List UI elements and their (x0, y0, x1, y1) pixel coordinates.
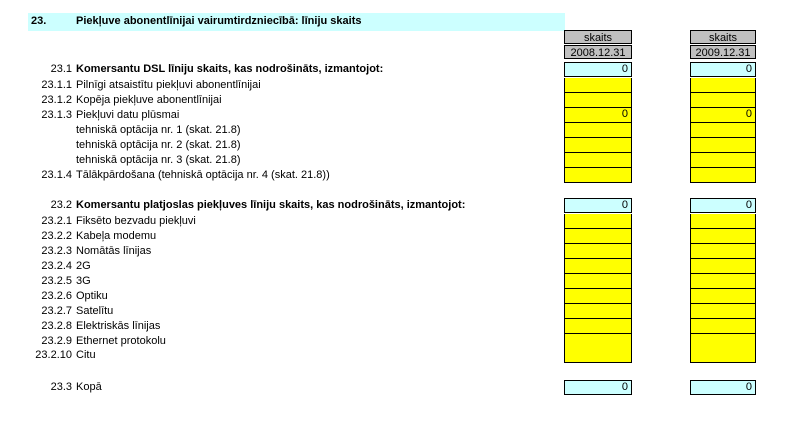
row-label: Tālākpārdošana (tehniskā optācija nr. 4 (skat. 21.8)) (76, 169, 330, 181)
section-number: 23. (31, 15, 47, 27)
value-cell-col2[interactable] (690, 244, 756, 259)
value-cell-col2[interactable]: 0 (690, 198, 756, 213)
value-cell-col1[interactable]: 0 (564, 108, 632, 123)
value-cell-col1[interactable] (564, 304, 632, 319)
value-cell-col1[interactable] (564, 123, 632, 138)
row-label: Fiksēto bezvadu piekļuvi (76, 215, 196, 227)
row-number: 23.2.5 (41, 275, 72, 287)
row-number: 23.1.4 (41, 169, 72, 181)
value-cell-col2[interactable] (690, 93, 756, 108)
value-cell-col1[interactable] (564, 319, 632, 334)
row-number: 23.1.1 (41, 79, 72, 91)
column-header-2: skaits (690, 30, 756, 44)
column-date-2: 2009.12.31 (690, 45, 756, 59)
row-label: Nomātās līnijas (76, 245, 152, 257)
row-number: 23.2.2 (41, 230, 72, 242)
row-number: 23.2.10 (35, 349, 72, 361)
row-number: 23.2.3 (41, 245, 72, 257)
row-label: Elektriskās līnijas (76, 320, 161, 332)
row-number: 23.1.3 (41, 109, 72, 121)
row-number: 23.2 (50, 199, 72, 211)
value-cell-col2[interactable] (690, 214, 756, 229)
row-label: 2G (76, 260, 91, 272)
value-cell-col1[interactable] (564, 259, 632, 274)
row-label: Ethernet protokolu (76, 335, 166, 347)
row-number: 23.2.6 (41, 290, 72, 302)
row-number: 23.2.4 (41, 260, 72, 272)
value-cell-col2[interactable]: 0 (690, 62, 756, 77)
row-number: 23.3 (50, 381, 72, 393)
value-cell-col2[interactable] (690, 319, 756, 334)
row-label: tehniskā optācija nr. 2 (skat. 21.8) (76, 139, 241, 151)
value-cell-col2[interactable] (690, 123, 756, 138)
row-number: 23.2.8 (41, 320, 72, 332)
value-cell-col1[interactable]: 0 (564, 62, 632, 77)
row-label: 3G (76, 275, 91, 287)
row-label: Kopēja piekļuve abonentlīnijai (76, 94, 222, 106)
value-cell-col2[interactable] (690, 304, 756, 319)
value-cell-col1[interactable] (564, 93, 632, 108)
value-cell-col1[interactable] (564, 289, 632, 304)
column-date-1: 2008.12.31 (564, 45, 632, 59)
row-label: tehniskā optācija nr. 1 (skat. 21.8) (76, 124, 241, 136)
value-cell-col2[interactable]: 0 (690, 108, 756, 123)
value-cell-col2[interactable] (690, 229, 756, 244)
row-label: Komersantu DSL līniju skaits, kas nodrošināts, izmantojot: (76, 63, 384, 75)
row-number: 23.1.2 (41, 94, 72, 106)
value-cell-col1[interactable] (564, 229, 632, 244)
value-cell-col1[interactable] (564, 214, 632, 229)
value-cell-col2[interactable] (690, 348, 756, 363)
value-cell-col2[interactable] (690, 78, 756, 93)
row-number: 23.1 (50, 63, 72, 75)
value-cell-col1[interactable] (564, 138, 632, 153)
row-label: Komersantu platjoslas piekļuves līniju skaits, kas nodrošināts, izmantojot: (76, 199, 466, 211)
row-label: Optiku (76, 290, 108, 302)
value-cell-col2[interactable] (690, 259, 756, 274)
value-cell-col1[interactable] (564, 244, 632, 259)
value-cell-col1[interactable] (564, 153, 632, 168)
column-header-1: skaits (564, 30, 632, 44)
row-number: 23.2.9 (41, 335, 72, 347)
value-cell-col2[interactable] (690, 274, 756, 289)
value-cell-col2[interactable]: 0 (690, 380, 756, 395)
value-cell-col1[interactable]: 0 (564, 198, 632, 213)
value-cell-col2[interactable] (690, 289, 756, 304)
value-cell-col2[interactable] (690, 138, 756, 153)
row-label: tehniskā optācija nr. 3 (skat. 21.8) (76, 154, 241, 166)
value-cell-col2[interactable] (690, 334, 756, 349)
value-cell-col1[interactable] (564, 348, 632, 363)
row-number: 23.2.7 (41, 305, 72, 317)
row-number: 23.2.1 (41, 215, 72, 227)
section-title: Piekļuve abonentlīnijai vairumtirdzniecībā: līniju skaits (76, 15, 362, 27)
row-label: Citu (76, 349, 96, 361)
value-cell-col1[interactable] (564, 274, 632, 289)
row-label: Pilnīgi atsaistītu piekļuvi abonentlīnijai (76, 79, 261, 91)
value-cell-col1[interactable] (564, 334, 632, 349)
row-label: Kopā (76, 381, 102, 393)
value-cell-col2[interactable] (690, 168, 756, 183)
row-label: Satelītu (76, 305, 114, 317)
row-label: Kabeļa modemu (76, 230, 157, 242)
value-cell-col1[interactable] (564, 168, 632, 183)
row-label: Piekļuvi datu plūsmai (76, 109, 180, 121)
value-cell-col1[interactable] (564, 78, 632, 93)
value-cell-col2[interactable] (690, 153, 756, 168)
value-cell-col1[interactable]: 0 (564, 380, 632, 395)
